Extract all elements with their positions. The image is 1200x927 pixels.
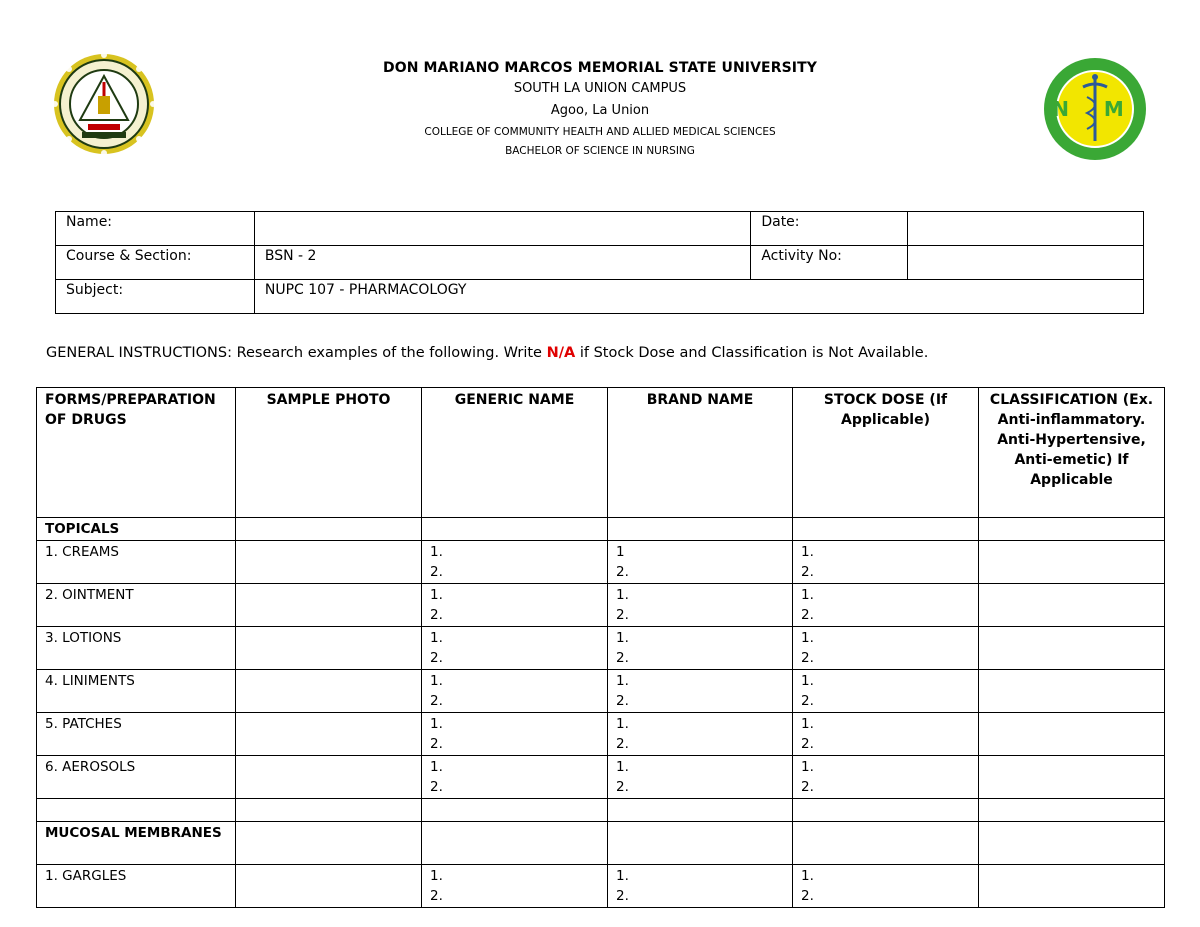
list-item: 1. bbox=[801, 587, 814, 603]
section-topicals: TOPICALS bbox=[37, 518, 236, 541]
table-row bbox=[37, 627, 1165, 670]
list-item: 2. bbox=[801, 693, 814, 709]
empty-cell[interactable] bbox=[608, 799, 793, 822]
campus-location: Agoo, La Union bbox=[550, 103, 650, 118]
list-item: 1 bbox=[616, 544, 625, 560]
list-item: 2. bbox=[430, 888, 443, 904]
university-name: DON MARIANO MARCOS MEMORIAL STATE UNIVERSITY bbox=[383, 60, 817, 76]
brand-name-cell[interactable] bbox=[608, 541, 793, 584]
stock-dose-cell[interactable] bbox=[793, 541, 979, 584]
header-brand-name: BRAND NAME bbox=[608, 388, 793, 518]
list-item: 1. bbox=[430, 759, 443, 775]
sample-photo-cell[interactable] bbox=[236, 713, 422, 756]
sample-photo-cell[interactable] bbox=[236, 756, 422, 799]
form-cell: 1. CREAMS bbox=[37, 541, 236, 584]
list-item: 2. bbox=[616, 693, 629, 709]
list-item: 1. bbox=[430, 868, 443, 884]
table-row bbox=[37, 670, 1165, 713]
empty-cell[interactable] bbox=[979, 518, 1165, 541]
na-highlight: N/A bbox=[546, 345, 576, 361]
generic-name-cell[interactable] bbox=[422, 541, 608, 584]
list-item: 1. bbox=[430, 544, 443, 560]
stock-dose-cell[interactable] bbox=[793, 713, 979, 756]
list-item: 1. bbox=[430, 673, 443, 689]
letterhead bbox=[300, 58, 900, 160]
table-row bbox=[37, 541, 1165, 584]
header-forms: FORMS/PREPARATION OF DRUGS bbox=[37, 388, 236, 518]
table-row bbox=[37, 756, 1165, 799]
table-header-row bbox=[37, 388, 1165, 518]
empty-cell[interactable] bbox=[793, 518, 979, 541]
generic-name-cell[interactable] bbox=[422, 627, 608, 670]
stock-dose-cell[interactable] bbox=[793, 756, 979, 799]
campus-name: SOUTH LA UNION CAMPUS bbox=[513, 81, 687, 96]
stock-dose-cell[interactable] bbox=[793, 584, 979, 627]
brand-name-cell[interactable] bbox=[608, 627, 793, 670]
list-item: 2. bbox=[616, 607, 629, 623]
generic-name-cell[interactable] bbox=[422, 584, 608, 627]
empty-cell[interactable] bbox=[37, 799, 236, 822]
list-item: 1. bbox=[801, 673, 814, 689]
brand-name-cell[interactable] bbox=[608, 584, 793, 627]
classification-cell[interactable] bbox=[979, 584, 1165, 627]
classification-cell[interactable] bbox=[979, 627, 1165, 670]
list-item: 1. bbox=[616, 587, 629, 603]
university-seal-logo bbox=[52, 52, 156, 156]
empty-cell[interactable] bbox=[236, 822, 422, 865]
list-item: 1. bbox=[430, 630, 443, 646]
list-item: 2. bbox=[801, 736, 814, 752]
empty-cell[interactable] bbox=[793, 822, 979, 865]
brand-name-cell[interactable] bbox=[608, 713, 793, 756]
section-row bbox=[37, 822, 1165, 865]
brand-name-cell[interactable] bbox=[608, 756, 793, 799]
empty-cell[interactable] bbox=[608, 822, 793, 865]
section-row bbox=[37, 518, 1165, 541]
list-item: 2. bbox=[616, 650, 629, 666]
classification-cell[interactable] bbox=[979, 756, 1165, 799]
instructions-text-end: if Stock Dose and Classification is Not Available. bbox=[575, 345, 929, 361]
list-item: 2. bbox=[430, 779, 443, 795]
stock-dose-cell[interactable] bbox=[793, 627, 979, 670]
empty-cell[interactable] bbox=[608, 518, 793, 541]
form-cell: 3. LOTIONS bbox=[37, 627, 236, 670]
header-generic-name: GENERIC NAME bbox=[422, 388, 608, 518]
course-section-label: Course & Section: bbox=[56, 246, 255, 280]
activity-no-label: Activity No: bbox=[751, 246, 908, 280]
list-item: 1. bbox=[616, 759, 629, 775]
spacer-row bbox=[37, 799, 1165, 822]
college-nm-logo bbox=[1043, 57, 1147, 161]
empty-cell[interactable] bbox=[793, 799, 979, 822]
name-label: Name: bbox=[56, 212, 255, 246]
list-item: 1. bbox=[801, 716, 814, 732]
empty-cell[interactable] bbox=[236, 518, 422, 541]
generic-name-cell[interactable] bbox=[422, 865, 608, 908]
form-cell: 6. AEROSOLS bbox=[37, 756, 236, 799]
list-item: 1. bbox=[801, 544, 814, 560]
generic-name-cell[interactable] bbox=[422, 756, 608, 799]
form-cell: 4. LINIMENTS bbox=[37, 670, 236, 713]
list-item: 1. bbox=[430, 716, 443, 732]
table-row bbox=[37, 713, 1165, 756]
instructions-text-start: GENERAL INSTRUCTIONS: Research examples of the following. Write bbox=[46, 345, 547, 361]
classification-cell[interactable] bbox=[979, 865, 1165, 908]
empty-cell[interactable] bbox=[979, 799, 1165, 822]
empty-cell[interactable] bbox=[979, 822, 1165, 865]
empty-cell[interactable] bbox=[422, 799, 608, 822]
sample-photo-cell[interactable] bbox=[236, 627, 422, 670]
list-item: 2. bbox=[801, 564, 814, 580]
table-row bbox=[37, 584, 1165, 627]
activity-no-field[interactable] bbox=[908, 246, 1144, 280]
college-logo-letters: N M bbox=[1052, 97, 1138, 121]
list-item: 1. bbox=[801, 759, 814, 775]
list-item: 1. bbox=[801, 630, 814, 646]
list-item: 2. bbox=[801, 650, 814, 666]
student-info-table bbox=[55, 211, 1144, 314]
list-item: 2. bbox=[430, 693, 443, 709]
table-row bbox=[37, 865, 1165, 908]
subject-field[interactable]: NUPC 107 - PHARMACOLOGY bbox=[254, 280, 1143, 314]
form-cell: 1. GARGLES bbox=[37, 865, 236, 908]
list-item: 1. bbox=[616, 630, 629, 646]
stock-dose-cell[interactable] bbox=[793, 865, 979, 908]
course-section-field[interactable]: BSN - 2 bbox=[254, 246, 750, 280]
generic-name-cell[interactable] bbox=[422, 670, 608, 713]
section-mucosal-membranes: MUCOSAL MEMBRANES bbox=[37, 822, 236, 865]
empty-cell[interactable] bbox=[236, 799, 422, 822]
college-name: COLLEGE OF COMMUNITY HEALTH AND ALLIED MEDICAL SCIENCES bbox=[424, 126, 776, 138]
empty-cell[interactable] bbox=[422, 518, 608, 541]
classification-cell[interactable] bbox=[979, 541, 1165, 584]
list-item: 2. bbox=[430, 650, 443, 666]
subject-label: Subject: bbox=[56, 280, 255, 314]
program-name: BACHELOR OF SCIENCE IN NURSING bbox=[505, 145, 695, 157]
header-sample-photo: SAMPLE PHOTO bbox=[236, 388, 422, 518]
classification-cell[interactable] bbox=[979, 670, 1165, 713]
list-item: 2. bbox=[430, 736, 443, 752]
list-item: 2. bbox=[616, 564, 629, 580]
list-item: 2. bbox=[616, 779, 629, 795]
list-item: 2. bbox=[430, 607, 443, 623]
name-field[interactable] bbox=[254, 212, 750, 246]
sample-photo-cell[interactable] bbox=[236, 584, 422, 627]
drug-forms-table bbox=[36, 387, 1165, 908]
header-classification: CLASSIFICATION (Ex. Anti-inflammatory. Anti-Hypertensive, Anti-emetic) If Applicable bbox=[979, 388, 1165, 518]
list-item: 1. bbox=[616, 673, 629, 689]
sample-photo-cell[interactable] bbox=[236, 670, 422, 713]
list-item: 2. bbox=[616, 888, 629, 904]
date-field[interactable] bbox=[908, 212, 1144, 246]
header-stock-dose: STOCK DOSE (If Applicable) bbox=[793, 388, 979, 518]
list-item: 2. bbox=[801, 888, 814, 904]
list-item: 1. bbox=[616, 868, 629, 884]
classification-cell[interactable] bbox=[979, 713, 1165, 756]
date-label: Date: bbox=[751, 212, 908, 246]
brand-name-cell[interactable] bbox=[608, 865, 793, 908]
empty-cell[interactable] bbox=[422, 822, 608, 865]
list-item: 1. bbox=[430, 587, 443, 603]
list-item: 2. bbox=[801, 607, 814, 623]
list-item: 1. bbox=[801, 868, 814, 884]
sample-photo-cell[interactable] bbox=[236, 865, 422, 908]
sample-photo-cell[interactable] bbox=[236, 541, 422, 584]
list-item: 2. bbox=[430, 564, 443, 580]
form-cell: 2. OINTMENT bbox=[37, 584, 236, 627]
brand-name-cell[interactable] bbox=[608, 670, 793, 713]
list-item: 2. bbox=[801, 779, 814, 795]
general-instructions bbox=[46, 345, 928, 361]
list-item: 2. bbox=[616, 736, 629, 752]
form-cell: 5. PATCHES bbox=[37, 713, 236, 756]
list-item: 1. bbox=[616, 716, 629, 732]
stock-dose-cell[interactable] bbox=[793, 670, 979, 713]
generic-name-cell[interactable] bbox=[422, 713, 608, 756]
